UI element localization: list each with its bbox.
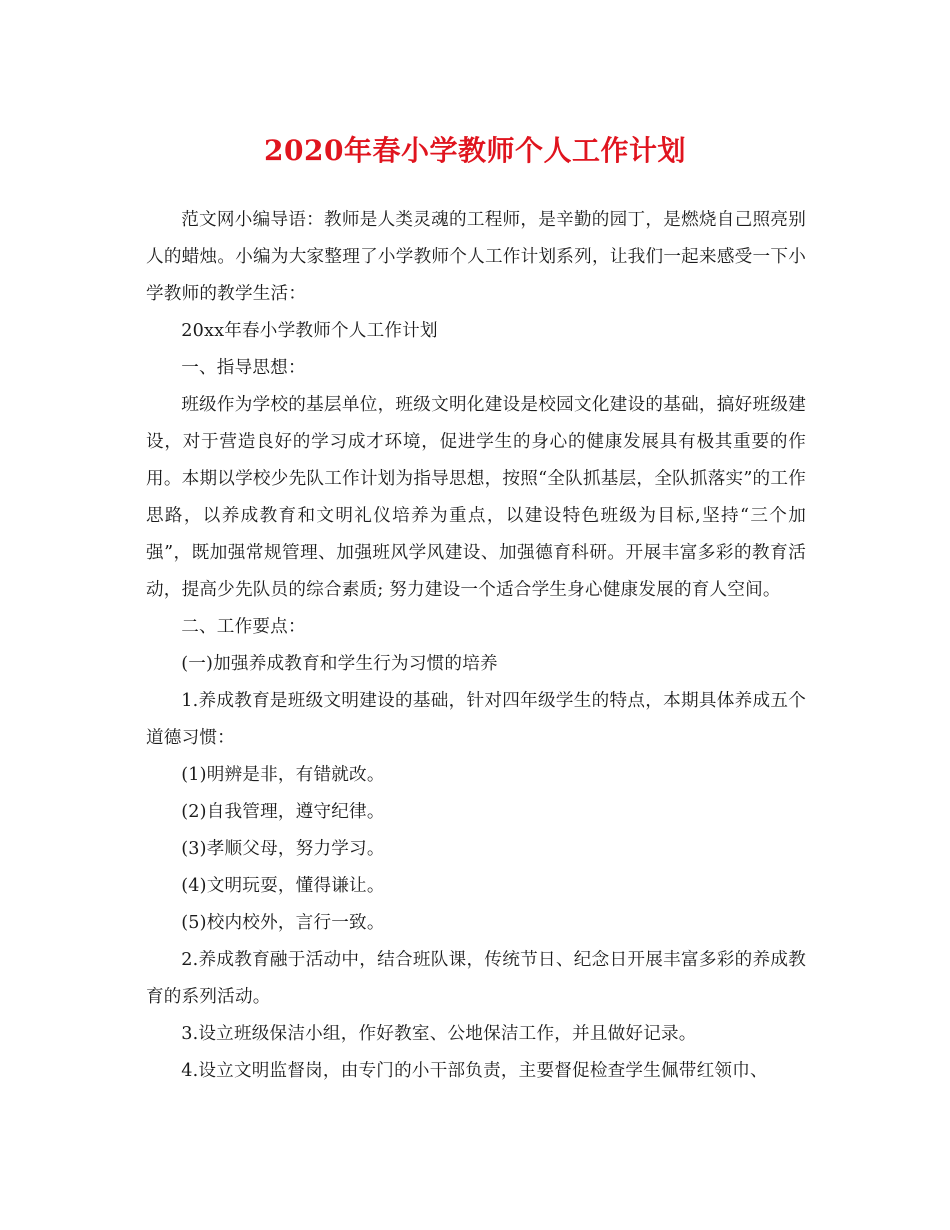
list-item: (2)自我管理，遵守纪律。 <box>181 802 385 822</box>
list-item: (1)明辨是非，有错就改。 <box>181 765 385 785</box>
list-item: 2.养成教育融于活动中，结合班队课，传统节日、纪念日开展丰富多彩的养成教育的系列活动。 <box>146 950 806 1007</box>
subsection-heading-habits: (一)加强养成教育和学生行为习惯的培养 <box>181 654 498 674</box>
list-item: (5)校内校外，言行一致。 <box>181 913 385 933</box>
document-title: 2020年春小学教师个人工作计划 <box>264 134 686 167</box>
section-heading-work-points: 二、工作要点： <box>181 617 306 637</box>
list-item: 3.设立班级保洁小组，作好教室、公地保洁工作，并且做好记录。 <box>181 1024 697 1044</box>
list-item: 4.设立文明监督岗，由专门的小干部负责，主要督促检查学生佩带红领巾、 <box>181 1061 768 1081</box>
guiding-ideology-paragraph: 班级作为学校的基层单位，班级文明化建设是校园文化建设的基础，搞好班级建设，对于营造良好的学习成才环境，促进学生的身心的健康发展具有极其重要的作用。本期以学校少先队工作计划为指导思想，按照“全队抓基层，全队抓落实”的工作思路，以养成教育和文明礼仪培养为重点，以建设特色班级为目标,坚持“三个加强”，既加强常规管理、加强班风学风建设、加强德育科研。开展丰富多彩的教育活动，提高少先队员的综合素质; 努力建设一个适合学生身心健康发展的育人空间。 <box>146 395 806 600</box>
list-item: 1.养成教育是班级文明建设的基础，针对四年级学生的特点，本期具体养成五个道德习惯： <box>146 691 806 748</box>
plan-subtitle: 20xx年春小学教师个人工作计划 <box>181 321 438 341</box>
section-heading-guiding-ideology: 一、指导思想： <box>181 358 306 378</box>
intro-paragraph: 范文网小编导语：教师是人类灵魂的工程师，是辛勤的园丁，是燃烧自己照亮别人的蜡烛。小编为大家整理了小学教师个人工作计划系列，让我们一起来感受一下小学教师的教学生活： <box>146 210 806 304</box>
list-item: (3)孝顺父母，努力学习。 <box>181 839 385 859</box>
list-item: (4)文明玩耍，懂得谦让。 <box>181 876 385 896</box>
document-body <box>146 202 806 1090</box>
